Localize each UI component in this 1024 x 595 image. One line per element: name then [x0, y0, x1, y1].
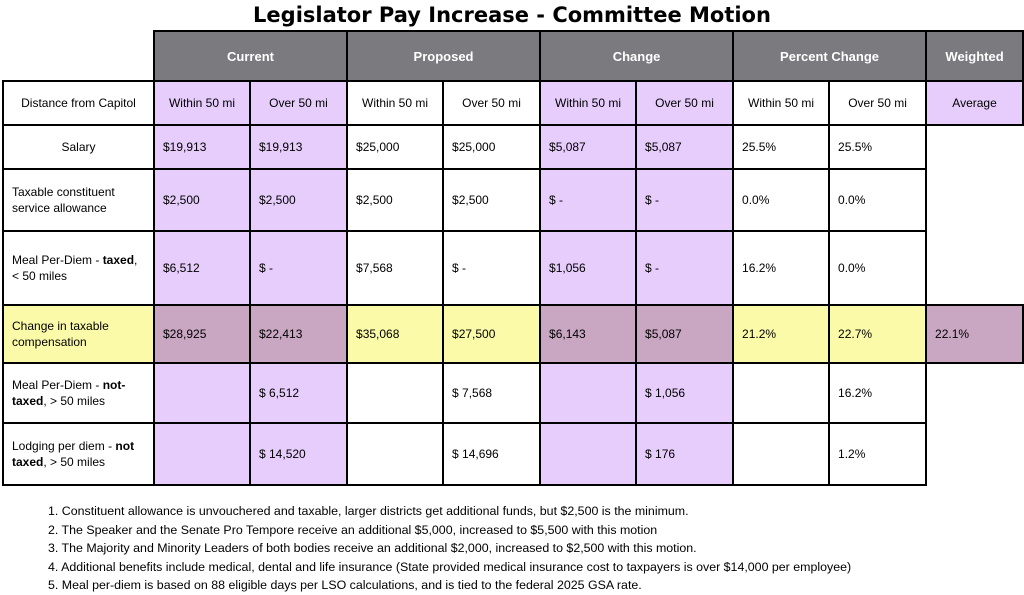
weighted-average-value: 22.1% [926, 305, 1023, 363]
cell [347, 363, 443, 423]
footnotes [48, 502, 851, 595]
row-label [3, 231, 154, 305]
proposed-within-header: Within 50 mi [347, 81, 443, 125]
empty-cell [926, 169, 1023, 231]
row-label: Taxable constituent service allowance [3, 169, 154, 231]
cell: 0.0% [829, 169, 926, 231]
cell: 16.2% [829, 363, 926, 423]
cell: $ 176 [636, 423, 733, 485]
footnote: 5. Meal per-diem is based on 88 eligible days per LSO calculations, and is tied to the federal 2025 GSA rate. [48, 578, 642, 592]
group-weighted: Weighted [926, 31, 1023, 81]
cell: $2,500 [154, 169, 250, 231]
cell: 1.2% [829, 423, 926, 485]
weighted-average-header: Average [926, 81, 1023, 125]
pct-within-header: Within 50 mi [733, 81, 829, 125]
cell: $1,056 [540, 231, 636, 305]
cell: $ 7,568 [443, 363, 540, 423]
cell: 22.7% [829, 305, 926, 363]
cell: $2,500 [347, 169, 443, 231]
change-within-header: Within 50 mi [540, 81, 636, 125]
cell: $7,568 [347, 231, 443, 305]
cell: $ 6,512 [250, 363, 347, 423]
cell: $ - [636, 169, 733, 231]
current-within-header: Within 50 mi [154, 81, 250, 125]
header-blank-cell [3, 31, 154, 81]
group-proposed: Proposed [347, 31, 540, 81]
cell: $5,087 [540, 125, 636, 169]
empty-cell [926, 363, 1023, 423]
cell [154, 423, 250, 485]
cell: $ 14,696 [443, 423, 540, 485]
cell: $6,143 [540, 305, 636, 363]
label-part: Meal Per-Diem - [12, 253, 103, 267]
group-change: Change [540, 31, 733, 81]
cell: $6,512 [154, 231, 250, 305]
change-over-header: Over 50 mi [636, 81, 733, 125]
cell: $ - [540, 169, 636, 231]
cell: $5,087 [636, 305, 733, 363]
table-row-allowance [3, 169, 1023, 231]
cell: $ 1,056 [636, 363, 733, 423]
group-header-row [3, 31, 1023, 81]
label-part: , > 50 miles [43, 394, 106, 408]
footnote: 2. The Speaker and the Senate Pro Tempore receive an additional $5,000, increased to $5,500 with this motion [48, 522, 658, 537]
pay-table [2, 30, 1024, 486]
cell [540, 363, 636, 423]
row-label [3, 363, 154, 423]
subheader-row [3, 81, 1023, 125]
label-bold: not-taxed [12, 378, 126, 408]
empty-cell [926, 423, 1023, 485]
row-label [3, 423, 154, 485]
row-label: Change in taxable compensation [3, 305, 154, 363]
label-part: Lodging per diem - [12, 439, 116, 453]
table-row-change-taxable [3, 305, 1023, 363]
empty-cell [926, 125, 1023, 169]
cell [733, 363, 829, 423]
cell: $35,068 [347, 305, 443, 363]
cell [733, 423, 829, 485]
footnote: 1. Constituent allowance is unvouchered and taxable, larger districts get additional funds, but $2,500 is the minimum. [48, 504, 689, 518]
cell: $2,500 [443, 169, 540, 231]
cell: $19,913 [250, 125, 347, 169]
cell: $ - [636, 231, 733, 305]
cell [347, 423, 443, 485]
cell: 16.2% [733, 231, 829, 305]
cell: 25.5% [733, 125, 829, 169]
group-percent-change: Percent Change [733, 31, 926, 81]
proposed-over-header: Over 50 mi [443, 81, 540, 125]
cell: $25,000 [443, 125, 540, 169]
current-over-header: Over 50 mi [250, 81, 347, 125]
row-label: Salary [3, 125, 154, 169]
table-row-lodging [3, 423, 1023, 485]
cell: $19,913 [154, 125, 250, 169]
label-part: , > 50 miles [43, 455, 106, 469]
label-bold: taxed [102, 253, 135, 267]
cell: $27,500 [443, 305, 540, 363]
distance-label: Distance from Capitol [3, 81, 154, 125]
cell: $5,087 [636, 125, 733, 169]
pct-over-header: Over 50 mi [829, 81, 926, 125]
cell: 21.2% [733, 305, 829, 363]
cell: 0.0% [733, 169, 829, 231]
cell: 25.5% [829, 125, 926, 169]
cell: $2,500 [250, 169, 347, 231]
cell: $25,000 [347, 125, 443, 169]
empty-cell [926, 231, 1023, 305]
group-current: Current [154, 31, 347, 81]
cell: $ - [250, 231, 347, 305]
table-row-meal-not-taxed [3, 363, 1023, 423]
cell: $ - [443, 231, 540, 305]
cell: $ 14,520 [250, 423, 347, 485]
footnote: 3. The Majority and Minority Leaders of both bodies receive an additional $2,000, increased to $2,500 with this motion. [48, 541, 697, 555]
cell: 0.0% [829, 231, 926, 305]
label-part: , < 50 miles [12, 253, 138, 283]
page-title: Legislator Pay Increase - Committee Motion [253, 3, 771, 27]
label-part: Meal Per-Diem - [12, 378, 103, 392]
label-bold: not taxed [12, 439, 135, 469]
cell [154, 363, 250, 423]
table-row-meal-taxed [3, 231, 1023, 305]
cell: $28,925 [154, 305, 250, 363]
cell: $22,413 [250, 305, 347, 363]
footnote: 4. Additional benefits include medical, dental and life insurance (State provided medical insurance cost to taxpayers is over $14,000 per employee) [48, 559, 852, 574]
cell [540, 423, 636, 485]
table-row-salary [3, 125, 1023, 169]
